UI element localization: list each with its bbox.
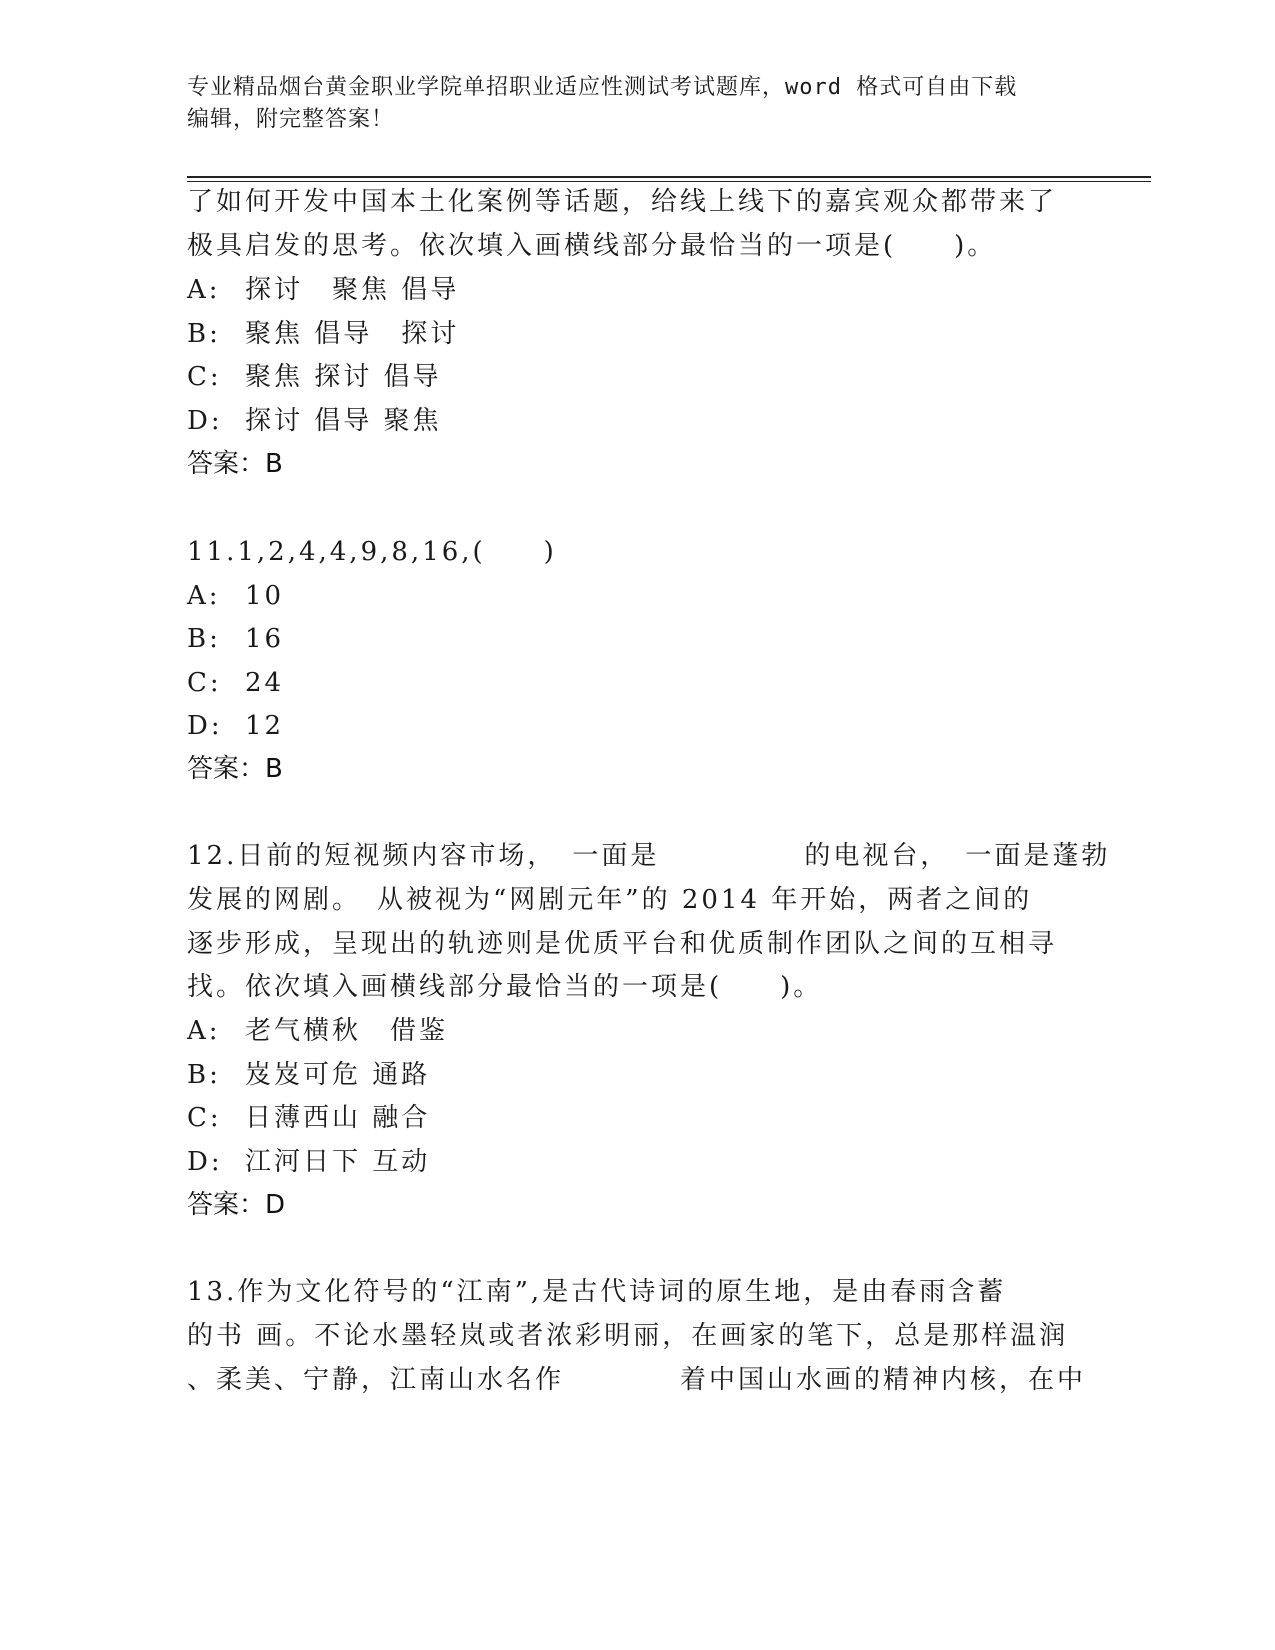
option-label: A: xyxy=(187,581,221,611)
option-text: 聚焦 探讨 倡导 xyxy=(245,362,442,392)
q10-option-a xyxy=(187,274,459,306)
header-divider-thin xyxy=(187,181,1151,182)
option-text: 探讨 倡导 聚焦 xyxy=(245,406,442,436)
option-label: B: xyxy=(187,624,221,654)
option-text: 探讨 聚焦 倡导 xyxy=(245,275,460,305)
option-text: 12 xyxy=(245,711,285,741)
option-label: A: xyxy=(187,275,221,305)
q13-stem-line-2: 的书 画。不论水墨轻岚或者浓彩明丽，在画家的笔下，总是那样温润 xyxy=(187,1321,1069,1351)
option-label: D: xyxy=(187,711,223,741)
q10-answer: 答案：B xyxy=(187,449,283,479)
option-text: 10 xyxy=(245,581,285,611)
option-text: 日薄西山 融合 xyxy=(245,1103,431,1133)
q10-stem-line-2: 极具启发的思考。依次填入画横线部分最恰当的一项是( )。 xyxy=(187,231,997,261)
option-text: 岌岌可危 通路 xyxy=(245,1060,431,1090)
q10-option-c xyxy=(187,361,442,393)
q11-option-a xyxy=(187,580,284,612)
option-text: 老气横秋 借鉴 xyxy=(245,1016,449,1046)
option-label: D: xyxy=(187,406,223,436)
header-line-2: 编辑，附完整答案！ xyxy=(187,107,395,132)
option-text: 24 xyxy=(245,668,285,698)
q11-option-d xyxy=(187,710,284,742)
q12-stem-line-3: 逐步形成，呈现出的轨迹则是优质平台和优质制作团队之间的互相寻 xyxy=(187,929,1058,959)
q12-option-d xyxy=(187,1146,430,1178)
q11-stem: 11.1,2,4,4,9,8,16,( ) xyxy=(187,537,557,567)
option-label: A: xyxy=(187,1016,221,1046)
q12-stem-line-1: 12.日前的短视频内容市场， 一面是 的电视台， 一面是蓬勃 xyxy=(187,841,1111,871)
q12-option-b xyxy=(187,1059,430,1091)
option-text: 江河日下 互动 xyxy=(245,1147,431,1177)
q12-answer: 答案：D xyxy=(187,1190,286,1220)
q13-stem-line-1: 13.作为文化符号的“江南”,是古代诗词的原生地，是由春雨含蓄 xyxy=(187,1277,1007,1307)
q12-stem-line-4: 找。依次填入画横线部分最恰当的一项是( )。 xyxy=(187,972,823,1002)
q10-stem-line-1: 了如何开发中国本土化案例等话题，给线上线下的嘉宾观众都带来了 xyxy=(187,187,1058,217)
q12-option-a xyxy=(187,1015,448,1047)
option-label: C: xyxy=(187,668,222,698)
q10-option-b xyxy=(187,318,459,350)
option-label: B: xyxy=(187,319,221,349)
header-line-1: 专业精品烟台黄金职业学院单招职业适应性测试考试题库，word 格式可自由下载 xyxy=(187,75,1018,100)
option-label: D: xyxy=(187,1147,223,1177)
option-label: C: xyxy=(187,1103,222,1133)
option-text: 16 xyxy=(245,624,285,654)
q10-option-d xyxy=(187,405,442,437)
option-label: B: xyxy=(187,1060,221,1090)
header-divider-thick xyxy=(187,176,1151,178)
page-header xyxy=(187,72,1087,136)
q11-option-c xyxy=(187,667,284,699)
q12-stem-line-2: 发展的网剧。 从被视为“网剧元年”的 2014 年开始，两者之间的 xyxy=(187,885,1033,915)
q11-answer: 答案：B xyxy=(187,754,283,784)
option-text: 聚焦 倡导 探讨 xyxy=(245,319,460,349)
option-label: C: xyxy=(187,362,222,392)
q12-option-c xyxy=(187,1102,430,1134)
q13-stem-line-3: 、柔美、宁静，江南山水名作 着中国山水画的精神内核，在中 xyxy=(187,1365,1087,1395)
q11-option-b xyxy=(187,623,284,655)
